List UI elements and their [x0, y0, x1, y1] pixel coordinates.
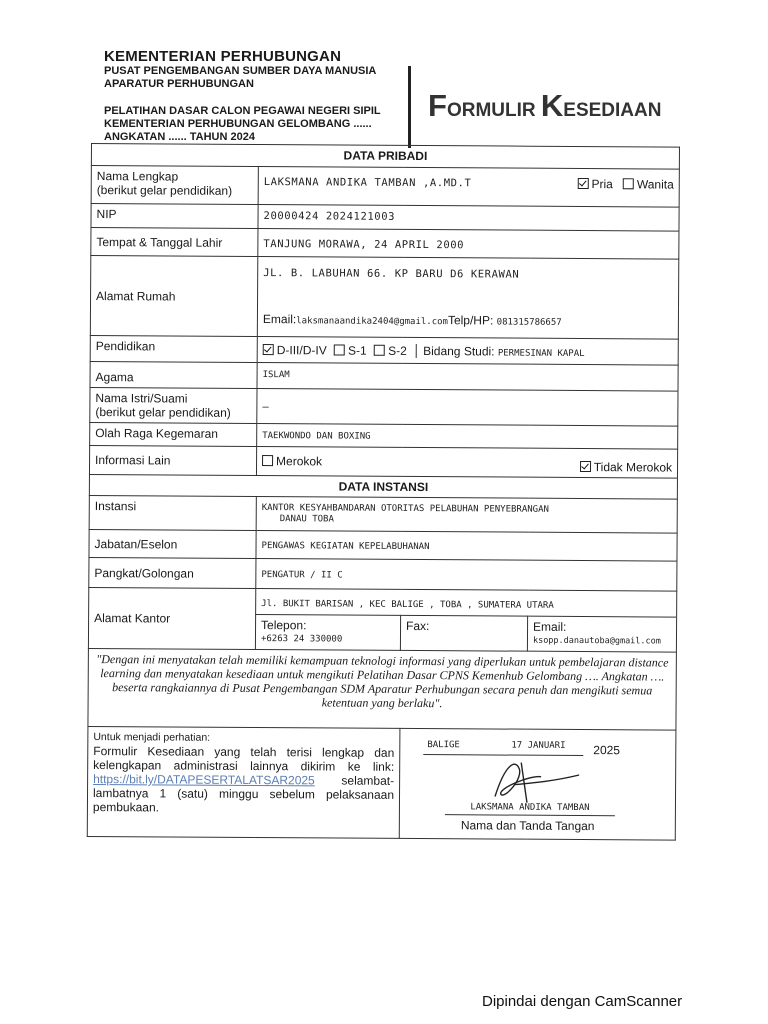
label-pangkat: Pangkat/Golongan	[89, 557, 256, 588]
signature-block	[399, 728, 676, 840]
value-telepon: +6263 24 330000	[260, 634, 343, 645]
checkbox-d3d4[interactable]	[263, 344, 274, 355]
field-info-lain[interactable]: Merokok Tidak Merokok	[256, 447, 677, 479]
declaration-text: "Dengan ini menyatakan telah memiliki kemampuan teknologi informasi yang diperlukan untuk pembelajaran distance learning dan menyatakan kesediaan untuk mengikuti Pelatihan Dasar CPNS Kemenhub Gelombang …. Angkatan …. beserta rangkaiannya di Pusat Pengembangan SDM Aparatur Perhubungan secara penuh dan mengikuti semua ketentuan yang berlaku".	[88, 648, 676, 730]
field-jabatan[interactable]	[256, 531, 677, 562]
value-jabatan: PENGAWAS KEGIATAN KEPELABUHANAN	[261, 540, 430, 552]
header-divider	[408, 66, 411, 148]
value-telp: 081315786657	[496, 317, 562, 329]
label-agama: Agama	[90, 361, 257, 388]
field-alamat-kantor[interactable]	[256, 589, 677, 618]
label-info-lain: Informasi Lain	[89, 445, 256, 475]
field-instansi[interactable]	[256, 497, 677, 534]
center-name-line-1: PUSAT PENGEMBANGAN SUMBER DAYA MANUSIA	[104, 65, 377, 77]
field-agama[interactable]	[257, 363, 678, 392]
signature-caption: Nama dan Tanda Tangan	[460, 818, 595, 834]
camscanner-watermark: Dipindai dengan CamScanner	[482, 993, 683, 1010]
field-pendidikan[interactable]: D-III/D-IV S-1 S-2 Bidang Studi: PERMESINAN KAPAL	[257, 337, 678, 366]
field-email-telp[interactable]: Email:laksmanaandika2404@gmail.comTelp/HP: 081315786657	[257, 305, 678, 340]
field-telepon[interactable]: Telepon: +6263 24 330000	[255, 615, 400, 651]
field-ttl[interactable]	[258, 229, 679, 260]
field-nip[interactable]	[258, 205, 679, 232]
submission-link[interactable]: https://bit.ly/DATAPESERTALATSAR2025	[93, 772, 315, 788]
form-table	[87, 143, 680, 841]
label-pasangan: Nama Istri/Suami (berikut gelar pendidikan)	[90, 387, 257, 423]
notes-block: Untuk menjadi perhatian: Formulir Kesediaan yang telah terisi lengkap dan kelengkapan administrasi lainnya dikirim ke link: https://bit.ly/DATAPESERTALATSAR2025 selambat-lambatnya 1 (satu) minggu sebelum pelaksanaan pembukaan.	[87, 726, 400, 838]
field-pasangan[interactable]	[257, 389, 678, 427]
value-email: laksmanaandika2404@gmail.com	[296, 316, 449, 328]
label-alamat-kantor: Alamat Kantor	[88, 587, 255, 649]
label-alamat-rumah: Alamat Rumah	[90, 256, 257, 337]
header-block	[104, 48, 404, 144]
training-line-2: KEMENTERIAN PERHUBUNGAN GELOMBANG ......	[104, 118, 372, 130]
field-alamat-rumah[interactable]	[258, 257, 679, 308]
value-nip: 20000424 2024121003	[263, 210, 396, 223]
label-olahraga: Olah Raga Kegemaran	[90, 422, 257, 446]
label-instansi: Instansi	[89, 495, 256, 530]
value-instansi-1: KANTOR KESYAHBANDARAN OTORITAS PELABUHAN PENYEBRANGAN	[261, 503, 549, 515]
value-agama: ISLAM	[262, 370, 290, 381]
signature-name: LAKSMANA ANDIKA TAMBAN	[470, 802, 590, 814]
section-data-pribadi: DATA PRIBADI	[91, 144, 679, 170]
value-pasangan: –	[262, 400, 270, 413]
value-nama: LAKSMANA ANDIKA TAMBAN ,A.MD.T	[263, 176, 472, 190]
checkbox-tidak-merokok[interactable]	[580, 461, 591, 472]
signature-place: BALIGE	[427, 740, 460, 751]
training-line-1: PELATIHAN DASAR CALON PEGAWAI NEGERI SIPIL	[104, 105, 381, 117]
field-pangkat[interactable]	[256, 559, 677, 592]
ministry-name: KEMENTERIAN PERHUBUNGAN	[104, 48, 342, 65]
value-alamat-kantor: Jl. BUKIT BARISAN , KEC BALIGE , TOBA , SUMATERA UTARA	[261, 599, 554, 611]
value-email-kantor: ksopp.danautoba@gmail.com	[532, 635, 661, 647]
center-name-line-2: APARATUR PERHUBUNGAN	[104, 78, 254, 90]
signature-year: 2025	[593, 743, 621, 758]
form	[87, 143, 679, 834]
checkbox-s2[interactable]	[374, 345, 385, 356]
label-pendidikan: Pendidikan	[90, 335, 257, 362]
label-ttl: Tempat & Tanggal Lahir	[91, 228, 258, 257]
value-olahraga: TAEKWONDO DAN BOXING	[262, 431, 371, 442]
checkbox-merokok[interactable]	[262, 455, 273, 466]
value-pangkat: PENGATUR / II C	[261, 569, 343, 581]
checkbox-wanita[interactable]	[623, 178, 634, 189]
label-nip: NIP	[91, 204, 258, 229]
checkbox-pria[interactable]	[577, 178, 588, 189]
value-alamat-rumah: JL. B. LABUHAN 66. KP BARU D6 KERAWAN	[263, 267, 520, 281]
label-nama: Nama Lengkap (berikut gelar pendidikan)	[91, 166, 258, 205]
signature-date: 17 JANUARI	[511, 740, 566, 751]
label-jabatan: Jabatan/Eselon	[89, 529, 256, 558]
field-olahraga[interactable]	[257, 424, 678, 450]
field-fax[interactable]: Fax:	[400, 615, 527, 651]
form-title: FORMULIR KESEDIAAN	[428, 88, 662, 123]
checkbox-s1[interactable]	[334, 344, 345, 355]
training-line-3: ANGKATAN ...... TAHUN 2024	[104, 131, 255, 143]
value-instansi-2: DANAU TOBA	[279, 514, 334, 525]
field-nama[interactable]: LAKSMANA ANDIKA TAMBAN ,A.MD.T Pria Wanita	[258, 167, 679, 208]
field-email-kantor[interactable]: Email: ksopp.danautoba@gmail.com	[527, 616, 676, 652]
value-bidang-studi: PERMESINAN KAPAL	[497, 348, 585, 360]
value-ttl: TANJUNG MORAWA, 24 APRIL 2000	[263, 238, 465, 252]
section-data-instansi: DATA INSTANSI	[89, 474, 677, 499]
